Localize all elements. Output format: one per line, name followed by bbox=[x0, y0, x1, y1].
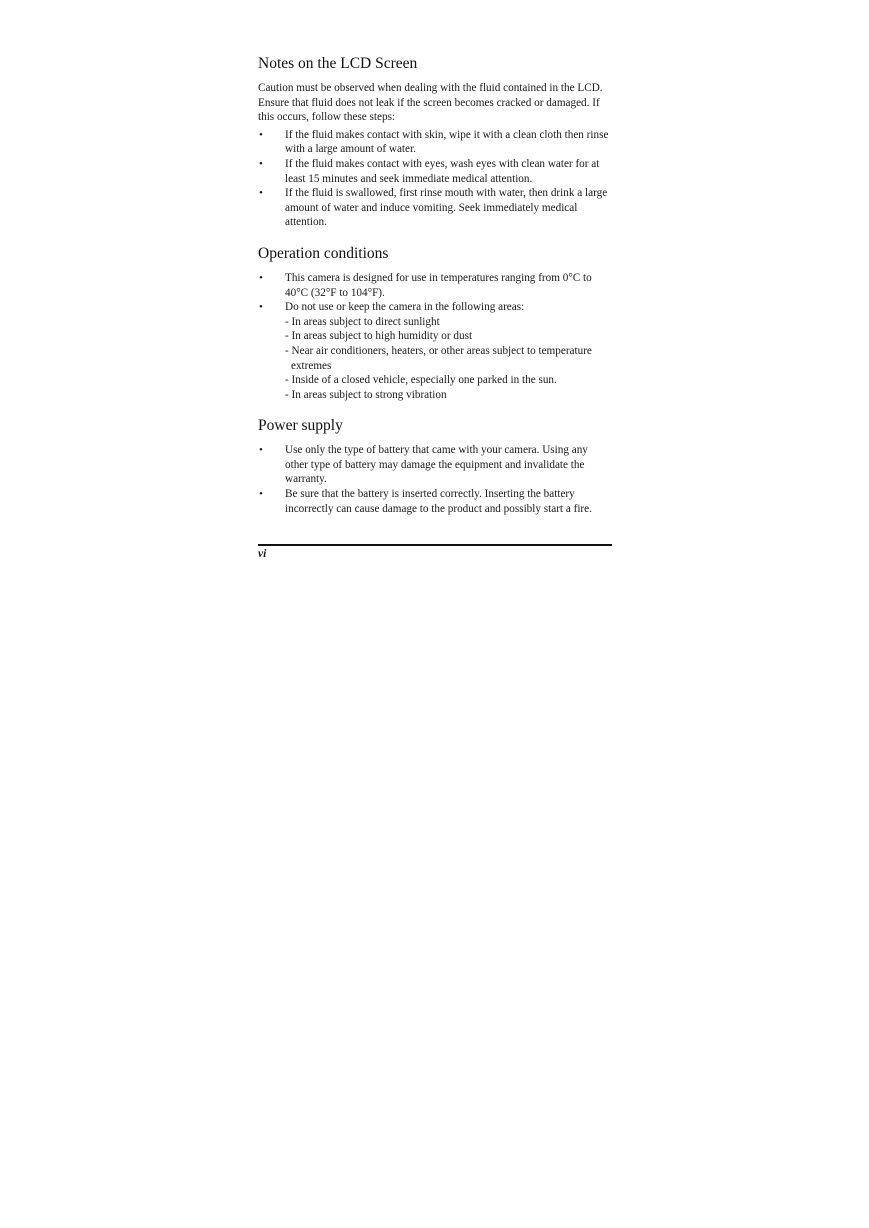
section-power-supply bbox=[258, 416, 612, 516]
list-item bbox=[258, 443, 612, 487]
list-item bbox=[258, 487, 612, 516]
sublist-item: - Inside of a closed vehicle, especially one parked in the sun. bbox=[285, 374, 557, 387]
bullet-icon: • bbox=[259, 444, 263, 457]
lcd-bullet-list bbox=[258, 128, 612, 230]
lcd-intro-paragraph: Caution must be observed when dealing with the fluid contained in the LCD. Ensure that fluid does not leak if the screen becomes cracked or damaged. If this occurs, follow these steps: bbox=[258, 82, 603, 124]
bullet-icon: • bbox=[259, 157, 263, 170]
section-title-operation: Operation conditions bbox=[258, 244, 389, 262]
page-number: vi bbox=[258, 548, 267, 560]
list-item bbox=[258, 157, 612, 186]
page-content bbox=[258, 54, 612, 530]
bullet-icon: • bbox=[259, 187, 263, 200]
operation-bullet-list bbox=[258, 271, 612, 402]
section-lcd-notes bbox=[258, 54, 612, 230]
sublist-item: - In areas subject to high humidity or dust bbox=[285, 330, 473, 343]
page-footer bbox=[258, 544, 612, 561]
section-operation-conditions bbox=[258, 244, 612, 402]
list-item bbox=[258, 271, 612, 300]
list-item-text: Be sure that the battery is inserted correctly. Inserting the battery incorrectly can cause damage to the product and possibly start a fire. bbox=[285, 488, 592, 515]
list-item-text: If the fluid makes contact with eyes, wash eyes with clean water for at least 15 minutes and seek immediate medical attention. bbox=[285, 157, 600, 185]
bullet-icon: • bbox=[259, 301, 263, 314]
list-item-text: If the fluid is swallowed, first rinse mouth with water, then drink a large amount of water and induce vomiting. Seek immediately medical attention. bbox=[285, 187, 608, 229]
section-title-power: Power supply bbox=[258, 417, 343, 435]
sublist-item: - Near air conditioners, heaters, or other areas subject to temperature extremes bbox=[285, 344, 592, 372]
list-item-text: Do not use or keep the camera in the following areas: bbox=[285, 301, 525, 314]
list-item-text: Use only the type of battery that came with your camera. Using any other type of battery may damage the equipment and invalidate the warranty. bbox=[285, 444, 588, 486]
section-title-lcd: Notes on the LCD Screen bbox=[258, 55, 418, 72]
operation-area-sublist bbox=[285, 315, 612, 403]
list-item bbox=[258, 128, 612, 157]
bullet-icon: • bbox=[259, 271, 263, 284]
sublist-item: - In areas subject to strong vibration bbox=[285, 388, 447, 401]
list-item bbox=[258, 186, 612, 230]
list-item bbox=[258, 300, 612, 402]
sublist-item: - In areas subject to direct sunlight bbox=[285, 315, 440, 328]
list-item-text: This camera is designed for use in temperatures ranging from 0°C to 40°C (32°F to 104°F). bbox=[285, 271, 592, 299]
bullet-icon: • bbox=[259, 488, 263, 501]
bullet-icon: • bbox=[259, 128, 263, 141]
power-bullet-list bbox=[258, 443, 612, 516]
list-item-text: If the fluid makes contact with skin, wipe it with a clean cloth then rinse with a large amount of water. bbox=[285, 128, 609, 156]
